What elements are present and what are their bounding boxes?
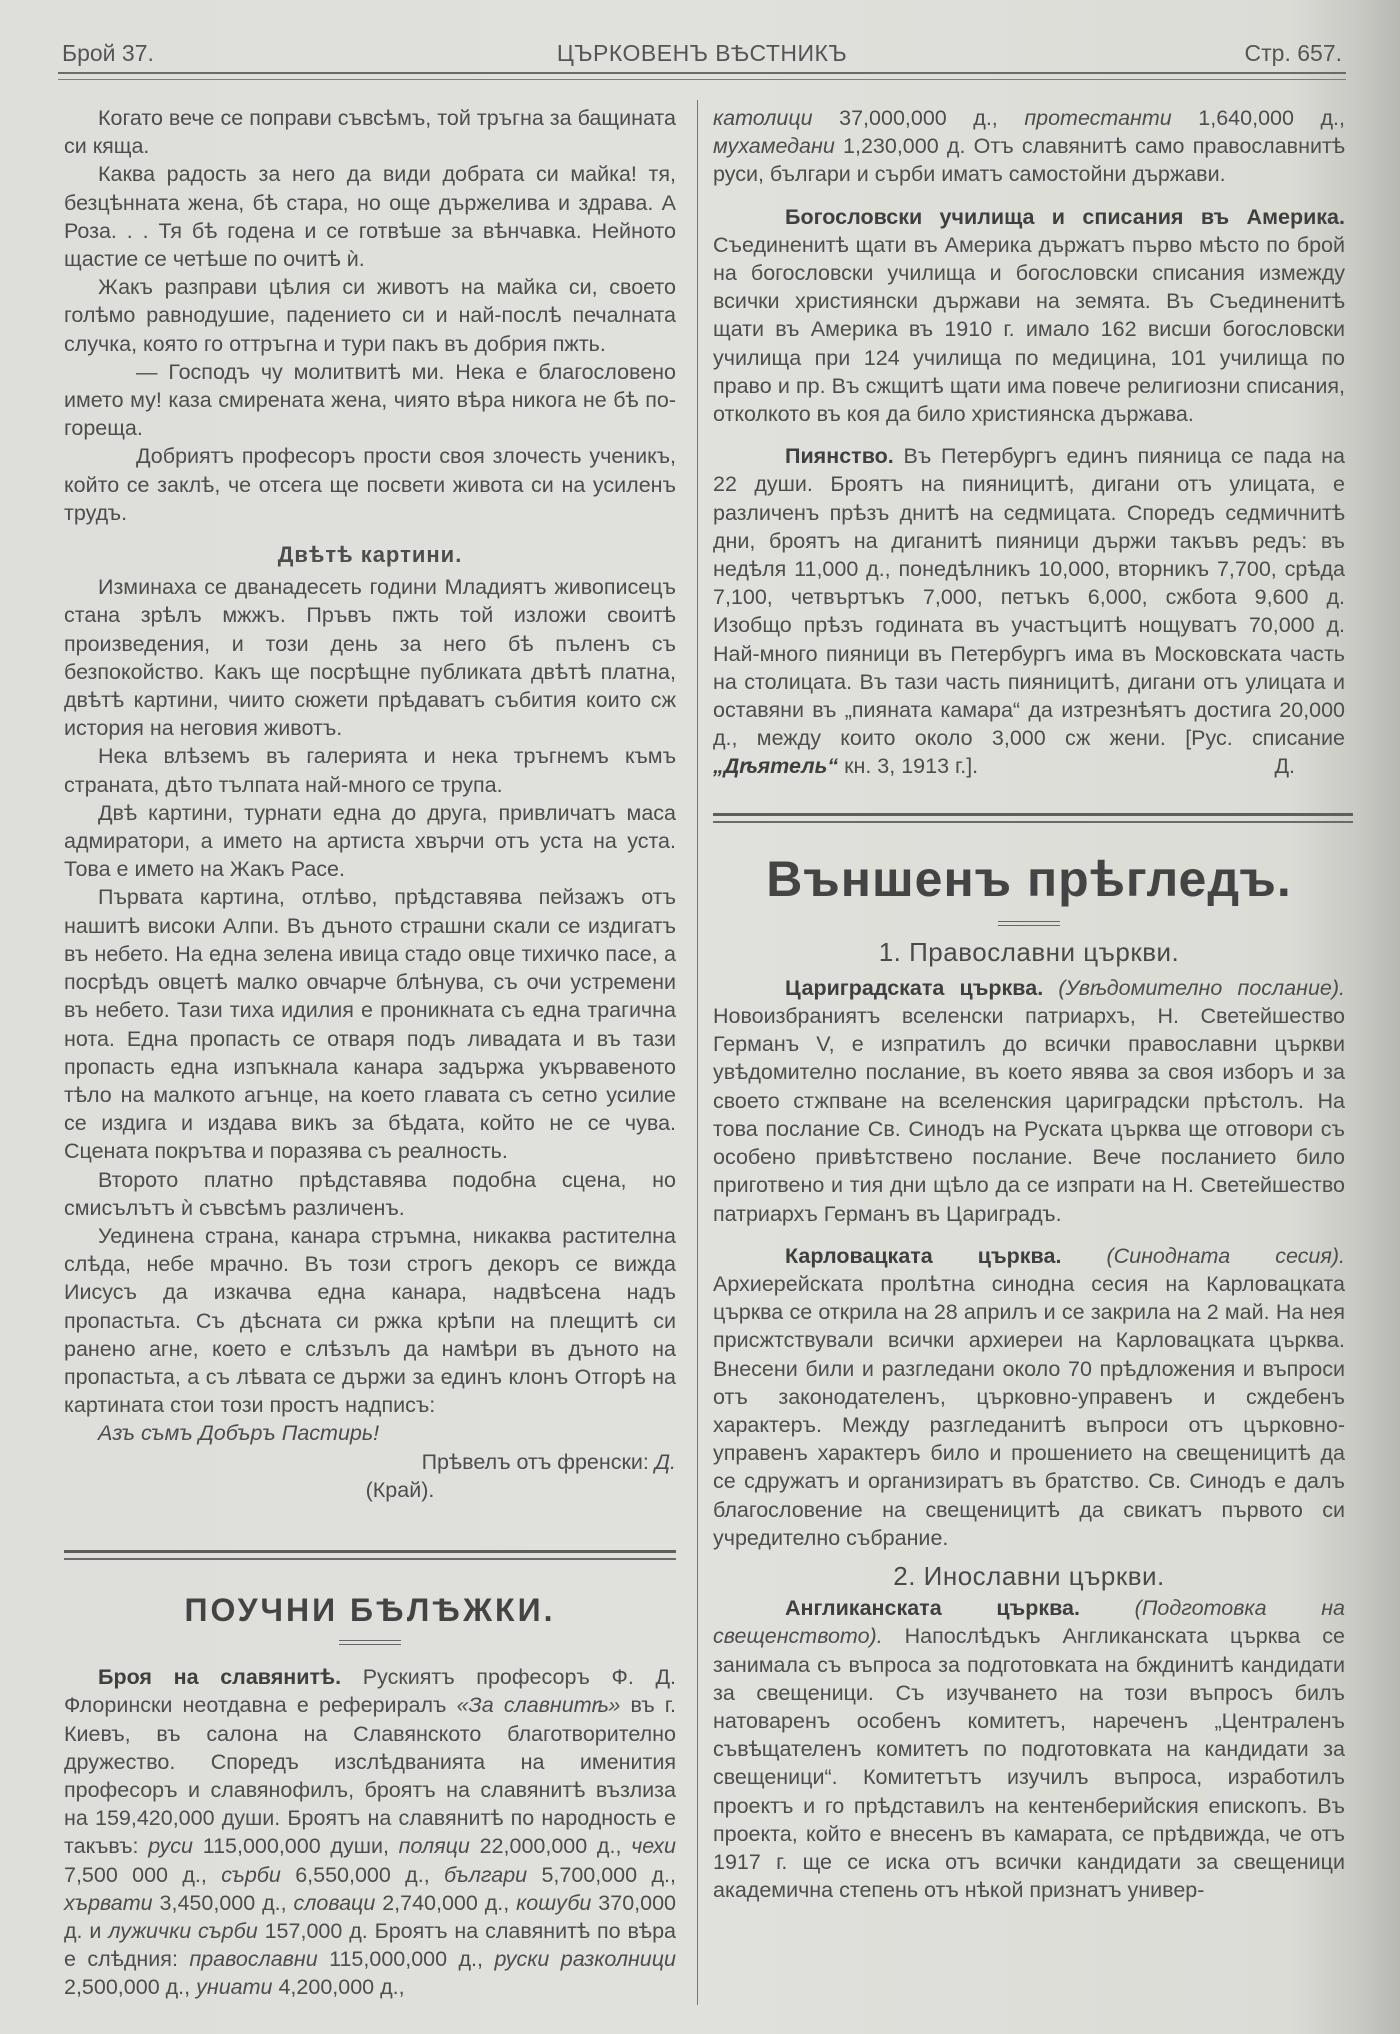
drunkenness-article: Пиянство. Въ Петербургъ единъ пияница се пада на 22 души. Броятъ на пияницитѣ, дигани отъ улицата, е различенъ прѣзъ днитѣ на седмицата. Споредъ седмичнитѣ дни, броятъ на диганитѣ пияници държи такъвъ редъ: въ недѣля 11,000 д., понедѣлникъ 10,000, вторникъ 7,700, срѣда 7,100, четвъртъкъ 7,000, петъкъ 6,000, сжбота 9,600 д. Изобщо прѣзъ годината въ участъцитѣ нощуватъ 70,000 д. Най-много пияници въ Петербургъ има въ Московската часть на столицата. Въ тази часть пияницитѣ, дигани отъ улицата и оставяни въ „пияната камара“ да изтрезнѣятъ достига 20,000 д., между които около 3,000 сж жени. [Рус. списание „Дѣятель“ кн. 3, 1913 г.]. Д.: [713, 442, 1345, 780]
article-heading: Карловацката църква.: [785, 1243, 1062, 1268]
section-divider: [713, 813, 1353, 823]
page-header: [58, 40, 1346, 70]
story-paragraph: — Господъ чу молитвитѣ ми. Нека е благословено името му! каза смирената жена, чиято вѣра никога не бѣ по-гореща.: [64, 359, 676, 441]
story-paragraph: Нека влѣземъ въ галерията и нека тръгнемъ къмъ страната, дѣто тълпата най-много се трупа.: [64, 744, 676, 797]
right-column: [713, 104, 1345, 1904]
story-paragraph: Когато вече се поправи съвсѣмъ, той тръгна за бащината си кяща.: [64, 106, 676, 159]
slavs-article-continued: католици 37,000,000 д., протестанти 1,640,000 д., мухамедани 1,230,000 д. Отъ славянитѣ само православнитѣ руси, българи и сърби иматъ самостойни държави.: [713, 106, 1345, 187]
seminaries-article: Богословски училища и списания въ Америка. Съединенитѣ щати въ Америка държатъ първо мѣсто по брой на богословски училища и богословски списания измежду всички християнски държави на земята. Въ Съединенитѣ щати въ Америка въ 1910 г. имало 162 висши богословски училища при 124 училища по медицина, 101 училища по право и пр. Въ сжщитѣ щати има повече религиозни списания, отколкото въ коя да било християнска държава.: [713, 204, 1345, 427]
story-paragraph: Първата картина, отлѣво, прѣдставява пейзажъ отъ нашитѣ високи Алпи. Въ дъното страшни скали се издигатъ въ небето. На една зелена ивица стадо овце тихичко пасе, а посрѣдъ овцетѣ малко овчарче блѣнува, съ очи устремени въ небето. Тази тиха идилия е проникната съ една трагична нота. Една пропасть се отваря подъ ливадата и въ тази пропасть една изпъкнала канара задържа укървавеното тѣло на малкото агънце, на което главата съ сетно усилие се издига и издава викъ за бѣдата, който не се чува. Сцената покрътва и поразява съ реалность.: [64, 885, 676, 1164]
story-paragraph: Двѣ картини, турнати една до друга, привличатъ маса адмиратори, а името на артиста хвърчи отъ уста на уста. Това е името на Жакъ Расе.: [64, 800, 676, 882]
column-divider: [697, 100, 698, 2005]
issue-number: Брой 37.: [62, 40, 154, 66]
translator-credit: [64, 1448, 676, 1476]
subheading-orthodox-churches: 1. Православни църкви.: [878, 936, 1180, 967]
karlovci-article: Карловацката църква. (Синодната сесия). Архиерейската пролѣтна синодна сесия на Карловацката църква се открила на 28 априлъ и се закрила на 2 май. На нея присжтствували всички архиереи на Карловацката църква. Внесени били и разгледани около 70 прѣдложения и въпроси отъ законодателенъ, църковно-управенъ и сждебенъ характеръ. Между разгледанитѣ въпроси отъ църковно-управенъ характеръ било и прошението на свещеницитѣ да се сдружатъ и организиратъ въ братство. Св. Синодъ е далъ благословение на свещеницитѣ да свикатъ първото си учредително събрание.: [713, 1243, 1345, 1550]
translator-label: Прѣвелъ отъ френски:: [421, 1449, 649, 1474]
newspaper-title: ЦЪРКОВЕНЪ ВѢСТНИКЪ: [556, 40, 848, 66]
article-heading: Богословски училища и списания въ Америка.: [785, 204, 1345, 229]
story-paragraph: Жакъ разправи цѣлия си животъ на майка си, своето голѣмо равнодушие, падението си и най-послѣ печалната случка, която го оттръгна и тури пакъ въ добрия пжть.: [64, 275, 676, 356]
article-signature: Д.: [1274, 754, 1295, 779]
page-number: Стр. 657.: [1244, 40, 1342, 66]
slavs-article: Броя на славянитѣ. Рускиятъ професоръ Ф. Д. Флорински неотдавна е рефериралъ «За славнитѣ» въ г. Киевъ, въ салона на Славянското благотворително дружество. Споредъ изслѣдванията на именития професоръ и славянофилъ, броятъ на славянитѣ възлиза на 159,420,000 души. Броятъ на славянитѣ по народность е такъвъ: руси 115,000,000 души, поляци 22,000,000 д., чехи 7,500 000 д., сърби 6,550,000 д., българи 5,700,000 д., хървати 3,450,000 д., словаци 2,740,000 д., кошуби 370,000 д. и лужички сърби 157,000 д. Броятъ на славянитѣ по вѣра е слѣдния: православни 115,000,000 д., руски разколници 2,500,000 д., униати 4,200,000 д.,: [64, 1665, 677, 2000]
end-mark: (Край).: [365, 1477, 435, 1502]
subheading-heterodox-churches: 2. Инославни църкви.: [893, 1560, 1165, 1591]
article-heading: Англиканската църква.: [785, 1596, 1080, 1621]
story-paragraph: Второто платно прѣдставява подобна сцена, но смисълътъ ѝ съвсѣмъ различенъ.: [64, 1167, 676, 1220]
translator-initial: Д.: [654, 1449, 676, 1474]
header-rule: [58, 72, 1346, 80]
story-paragraph: Каква радость за него да види добрата си майка! тя, безцѣнната жена, бѣ стара, но още държелива и здрава. А Роза. . . Тя бѣ годена и се готвѣше за вѣнчавка. Нейното щастие се четѣше по очитѣ ѝ.: [64, 162, 676, 272]
story-paragraph: Добриятъ професоръ прости своя злочесть ученикъ, който се заклѣ, че отсега ще посвети живота си на усиленъ трудъ.: [64, 444, 676, 525]
story-paragraph: Уединена страна, канара стръмна, никаква растителна слѣда, небе мрачно. Въ този строгъ декоръ се вижда Иисусъ да изкачва една канара, надвѣсена надъ пропастьта. Съ дѣсната си ржка крѣпи на плещитѣ си ранено агне, което е слѣзълъ да намѣри въ дъното на пропастьта, а съ лѣвата се държи за единъ клонъ Отгорѣ на картината стои този простъ надписъ:: [64, 1223, 676, 1418]
article-heading: Пиянство.: [785, 444, 894, 469]
story-paragraph: Изминаха се дванадесеть години Младиятъ живописецъ стана зрѣлъ мжжъ. Пръвъ пжть той изложи своитѣ произведения, и този день за него бѣ пъленъ съ безпокойство. Какъ ще посрѣщне публиката двѣтѣ платна, двѣтѣ картини, чиито сюжети прѣдаватъ събития които сж история на неговия животъ.: [64, 575, 676, 741]
article-heading: Цариградската църква.: [785, 975, 1044, 1000]
anglican-article: Англиканската църква. (Подготовка на свещенството). Напослѣдъкъ Англиканската църква се занимала съ въпроса за подготовката на бждинитѣ кандидати за свещеници. Съ изучването на този въпросъ билъ натоваренъ особенъ комитетъ, нареченъ „Централенъ съвѣщателенъ комитетъ по подготовката на кандидати за свещеници“. Комитетътъ изучилъ въпроса, изработилъ проектъ и го прѣдставилъ на кентенберийския епископъ. Въ проекта, който е внесенъ въ камарата, се прѣдвижда, че отъ 1917 г. ще се иска отъ всички кандидати за свещеници академична степень отъ нѣкой признатъ универ-: [713, 1596, 1345, 1903]
constantinople-article: Цариградската църква. (Увѣдомително послание). Новоизбраниятъ вселенски патриархъ, Н. Светейшество Германъ V, е изпратилъ до всички православни църкви увѣдомително послание, въ което явява за своя изборъ и за своето стжпване на вселенския цариградски прѣстолъ. На това послание Св. Синодъ на Руската църква ще отговори съ особено привѣтствено послание. Вече посланието било приготвено и тия дни щѣло да се изпрати на Н. Светейшество патриархъ Германъ въ Цариградъ.: [713, 975, 1345, 1226]
article-heading: Броя на славянитѣ.: [98, 1665, 342, 1690]
section-title-instructive-notes: ПОУЧНИ БѢЛѢЖКИ.: [184, 1591, 556, 1628]
section-divider: [64, 1550, 676, 1560]
section-title-foreign-review: Външенъ прѣгледъ.: [766, 850, 1292, 907]
left-column: [64, 104, 676, 2002]
inscription: Азъ съмъ Добъръ Пастирь!: [98, 1421, 380, 1446]
section-title-two-paintings: Двѣтѣ картини.: [277, 542, 463, 568]
